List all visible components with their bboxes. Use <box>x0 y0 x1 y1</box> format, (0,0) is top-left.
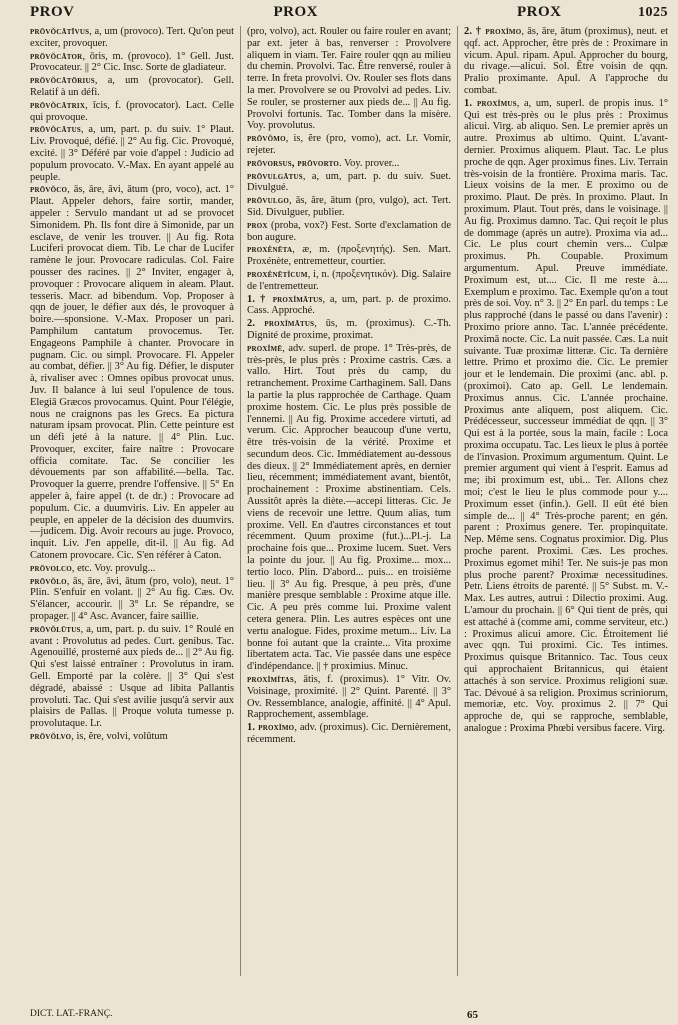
dictionary-entry <box>30 624 234 730</box>
dictionary-entry <box>247 269 451 293</box>
dictionary-entry <box>247 195 451 219</box>
dictionary-entry <box>247 220 451 244</box>
dictionary-entry <box>30 563 234 575</box>
entry-headword: proxĭmē <box>247 342 283 354</box>
column-3 <box>457 26 668 976</box>
entry-text: , a, um, part. p. de proximo. Cass. Approché. <box>247 293 451 317</box>
entry-headword: 1. proxĭmus <box>464 97 517 109</box>
entry-text: , adv. (proximus). Cic. Dernièrement, récemment. <box>247 722 451 746</box>
entry-headword: 2. proxĭmātus <box>247 318 315 330</box>
entry-headword: prōvulgo <box>247 195 290 207</box>
signature-number: 65 <box>467 1009 478 1021</box>
dictionary-entry <box>30 576 234 623</box>
entry-text: (pro, volvo), act. Rouler ou faire rouler en avant; par ext. jeter à bas, renverser : Provolvere aliquem in viam. Ter. Faire rouler qqn au milieu du chemin. Provolvi. Tac. Être renversé, rouler à terre. In freta provolvi. Ov. Rouler ses flots dans la mer. Provolvere se ou Provolvi ad pedes. Liv. Se rouler, se prosterner aux pieds de... || Au fig. Provolvi fortunis. Tac. Tomber dans la misère. Voy. provolutus. <box>247 26 451 132</box>
entry-text: , īcis, f. (provocator). Lact. Celle qui provoque. <box>30 99 234 123</box>
dictionary-entry <box>247 674 451 721</box>
dictionary-entry <box>247 722 451 746</box>
entry-text: , adv. superl. de prope. 1° Très-près, de très-près, le plus près : Proxime castris. Cæs. a vallo. Hirt. Tout près du camp, du retranchement. Proxime Carthaginem. Sall. Dans la partie la plus rapprochée de Carthage. Quam proxime hostem. Cic. Le plus près possible de l'ennemi. || Au fig. Proxime accedere virtuti, ad verum. Cic. Approcher beaucoup d'une vertu, être très-voisin de la vérité. Proxime et secundum deos. Cic. Immédiatement au-dessous des dieux. || 2° Immédiatement après, en dernier lieu, récemment; immédiatement avant, bientôt, prochainement : Proxime abstinentiam. Cels. Aussitôt après la diète.—accepi litteras. Cic. Je viens de recevoir une lettre. Quum alias, tum proxime. Vell. En d'autres circonstances et tout récemment. Quum proxime (fut.)...Pl.-j. La prochaine fois que... Proxime lucem. Suet. Vers la pointe du jour. || Au fig. Proxime... mox... tertio loco. Plin. D'abord... puis... en troisième lieu. || 3° Au fig. Presque, à peu près, d'une manière presque semblable : Proxime atque ille. Cic. A peu près comme lui. Proxime valent cetera genera. Plin. Les autres espèces ont une vertu analogue. Fides, proxime metum... Liv. La bonne foi autant que la crainte... Vita proxime libertatem acta. Tac. Vie passée dans une espèce d'indépendance. || † proximius. Minuc. <box>247 342 451 673</box>
header-center: PROX <box>273 4 318 20</box>
entry-text: , ās, āre, ātum (proximus), neut. et qqf. act. Approcher, être près de : Proximare in vicum. Apul. ripam. Apul. Approcher du bourg, du rivage.—alicui. Sol. Être voisin de qqn. Pralio proximante. Apul. A l'approche du combat. <box>464 26 668 96</box>
entry-headword: 2. † proxĭmo <box>464 26 522 37</box>
dictionary-entry <box>30 75 234 99</box>
entry-text: , æ, m. (προξενητής). Sen. Mart. Proxénète, entremetteur, courtier. <box>247 244 451 268</box>
entry-text: (proba, vox?) Fest. Sorte d'exclamation de bon augure. <box>247 219 451 243</box>
entry-text: . Voy. prover... <box>338 157 400 169</box>
dictionary-entry <box>30 124 234 183</box>
dictionary-entry <box>30 100 234 124</box>
entry-headword: proxĕnēta <box>247 244 293 256</box>
entry-headword: prōvŏcātīvus <box>30 26 90 37</box>
header-left: PROV <box>30 4 75 20</box>
dictionary-entry <box>30 184 234 562</box>
entry-headword: prōvŏmo <box>247 133 286 145</box>
entry-headword: proxĭmĭtas <box>247 674 294 686</box>
entry-headword: prōvŏcātōrius <box>30 75 95 87</box>
column-1 <box>30 26 234 976</box>
page-number: 1025 <box>638 5 668 20</box>
entry-text: , ās, āre, ātum (pro, vulgo), act. Tert. Sid. Divulguer, publier. <box>247 195 451 218</box>
entry-text: , ātis, f. (proximus). 1° Vitr. Ov. Voisinage, proximité. || 2° Quint. Parenté. || 3° Ov. Ressemblance, analogie, affinité. || 4° Apul. Rapprochement, assemblage. <box>247 674 451 721</box>
entry-text: , ōris, m. (provoco). 1° Gell. Just. Provocateur. || 2° Cic. Insc. Sorte de gladiateur. <box>30 50 234 74</box>
entry-text: , a, um, part. p. du suiv. 1° Roulé en avant : Provolutus ad pedes. Curt. genibus. Tac. Agenouillé, prosterné aux pieds de... || 2° Au fig. Qui s'est laissé entraîner : Provolutus in iram. Gell. Emporté par la colère. || 3° Qui s'est dégradé, abaissé : Usque ad libita Pallantis provoluti. Tac. Qui s'est avilie jusqu'à servir aux plaisirs de Pallas. || Proque voluta tumesse p. provolutaque. Lr. <box>30 623 234 730</box>
entry-text: , is, ĕre, volvi, volūtum <box>71 731 168 743</box>
entry-text: , a, um (provocator). Gell. Relatif à un défi. <box>30 75 234 98</box>
dictionary-entry <box>247 244 451 268</box>
dictionary-entry <box>30 731 234 743</box>
entry-headword: proxĕnētĭcum <box>247 268 308 280</box>
header-right: PROX <box>517 4 562 20</box>
dictionary-entry <box>247 158 451 170</box>
entry-headword: prōvŏlvo <box>30 731 72 743</box>
dictionary-entry <box>247 133 451 157</box>
dictionary-entry <box>464 26 668 97</box>
entry-headword: prōvolco <box>30 562 72 574</box>
entry-headword: 1. proxĭmo <box>247 722 295 734</box>
entry-text: , ās, āre, āvi, ātum (pro, voco), act. 1° Plaut. Appeler dehors, faire sortir, mander, appeler : Servulo mandant ut ad se provocet Simonidem. Ph. Ils font dire à Simonide, par un esclave, de venir les trouver. || Au fig. Rota Luciferi provocat diem. Tib. Le char de Lucifer ramène le jour. Provocare radiculas. Col. Faire pousser des racines. || 2° Inviter, engager à, provoquer : Provocare aliquem in aleam. Plaut. tesseris. Macr. ad bibendum. Vop. Proposer à qqn de jouer, le défier aux dés, le provoquer à boire.—sponsione. V.-Max. Proposer un pari. Pamphilum cantatum provocemus. Ter. Engageons Pamphile à chanter. Provocare in pugnam. Cic. ou simpl. Provocare. Fl. Appeler au combat, défier. || 3° Au fig. Défier, le disputer à, rivaliser avec : Omnes opibus provocat unus. Juv. Il balance à lui seul l'opulence de tous. Elegiā Græcos provocamus. Quint. Pour l'élégie, nous ne craignons pas les Grecs. Ea pictura naturam ipsam provocat. Plin. Cette peinture est un défi jeté à la nature. || 4° Plin. Luc. Provoquer, exciter, faire naître : Provocare officia comitate. Tac. Se concilier les dévouements par son affabilité.—bella. Tac. Provoquer la guerre, prendre l'offensive. || 5° En appeler à, faire appel (t. de dr.) : Provocare ad populum. Cic. a duumviris. Liv. En appeler au peuple, en appeler de la décision des duumvirs.—judicem. Dig. Avoir recours au juge. Provoco, inquit. Liv. J'en appelle, dit-il. || Au fig. Ad Catonem provocare. Cic. S'en référer à Caton. <box>30 184 234 562</box>
entry-text: , ās, āre, āvi, ātum (pro, volo), neut. 1° Plin. S'enfuir en volant. || 2° Au fig. Cæs. Ov. S'élancer, accourir. || 3° Lr. Se répandre, se propager. || 4° Asc. Avancer, faire saillie. <box>30 575 234 623</box>
header-right-group <box>517 4 668 21</box>
entry-headword: prōvorsus, prōvorto <box>247 157 339 169</box>
text-columns <box>30 26 668 976</box>
dictionary-entry <box>30 26 234 50</box>
entry-text: , i, n. (προξενητικόν). Dig. Salaire de l'entremetteur. <box>247 268 451 292</box>
entry-text: , etc. Voy. provulg... <box>71 562 156 574</box>
entry-text: , a, um, part. p. du suiv. 1° Plaut. Liv. Provoqué, défié. || 2° Au fig. Cic. Provoqué, excité. || 3° Déféré par voie d'appel : Judicio ad populum provocato. V.-Max. En ayant appelé au peuple. <box>30 124 234 183</box>
column-2 <box>240 26 451 976</box>
entry-text: , a, um, superl. de propis inus. 1° Qui est très-près ou le plus près : Proximus alicui. Virg. ab aliquo. Sen. Le premier après un autre. Proximus ab ultimo. Quint. L'avant-dernier. Proximus aliquem. Plaut. Tac. Le plus proche de qqn. Ager proximus fines. Liv. Terrain très-voisin de la frontière. Proxima maris. Tac. Lieux voisins de la mer. E proximo ou de proximo. Plaut. De près. In proximo. Plaut. In proximum. Plaut. Tout près, dans le voisinage. || Au fig. Proximus damno. Tac. Qui reçoit le plus de dommage (après un autre). Proxima via ad... Cic. Le plus court chemin vers... Culpæ proximus. Ph. Coupable. Proximum argumentum. Apul. Preuve immédiate. Proximum est, ut.... Cic. Il me reste à.... Exemplum e proximo. Tac. Exemple qu'on a tout près de soi. Voy. n° 3. || 2° En parl. du temps : Le plus rapproché (dans le passé ou dans l'avenir) : Proximo priore anno. Tac. L'année précédente. Proximā nocte. Cic. La nuit passée. Cæs. La nuit suivante. Tuæ proximæ litteræ. Cic. Ta dernière lettre. Primo et proximo die. Cic. Le premier jour et le lendemain. Die proximi (anc. abl. p. (proximoi). Cato ap. Gell. Le lendemain. Proximus annus. Cic. L'année prochaine. Proximus ante aliquem, post aliquem. Cic. Prédécesseur, successeur immédiat de qqn. || 3° Qui est à la portée, sous la main, facile : Loca proxima occupatu. Tac. Les lieux le plus à portée de l'invasion. Proximum argumentum. Quint. Le premier argument qui vient à l'esprit. Eamus ad me; ibi proximum est, ubi... Ter. Allons chez moi; c'est le lieu le plus commode pour y.... Proximum esset (infin.). Gell. Il eût été bien simple de... || 4° Très-proche parent; en gén. parent : Proximus genere. Ter. propinquitate. Nep. Même sens. Cognatus proximior. Dig. Plus proche parent. Proximi. Cæs. Les proches. Proximus egomet mihi! Ter. Ne suis-je pas mon plus proche parent? Proximæ necessitudines. Petr. Liens étroits de parenté. || 5° Subst. m. V.-Max. Les autres, autrui : Dilectio proximi. Aug. L'amour du prochain. || 6° Qui tient de près, qui est attaché à (comme ami, comme serviteur, etc.) : Proximus alicui amore. Cic. Étroitement lié avec qqn. Tui proximi. Cic. Tes intimes. Proximus quisque Britannico. Tac. Tous ceux qui approchaient Britannicus, qui étaient attachés à son service. Proximus religioni suæ. Tac. Dévoué à sa religion. Proximus scriniorum, memoriæ, etc. Voy. proximus 2. || 7° Qui approche de, qui se rapproche, semblable, analogue : Proxima Phœbi versibus facere. Virg. <box>464 97 668 735</box>
dictionary-entry <box>247 171 451 195</box>
dictionary-entry <box>247 26 451 132</box>
page-footer <box>30 1009 668 1021</box>
entry-headword: prōvŏcātus <box>30 124 82 136</box>
entry-headword: prōvŏcātrix <box>30 99 86 111</box>
entry-text: , a, um (provoco). Tert. Qu'on peut exciter, provoquer. <box>30 26 234 49</box>
entry-text: , a, um, part. p. du suiv. Suet. Divulgué. <box>247 170 451 194</box>
dictionary-entry <box>247 343 451 673</box>
entry-headword: prōvŏlūtus <box>30 623 81 635</box>
entry-headword: prōvŏcātor <box>30 50 83 62</box>
entry-headword: 1. † proxĭmātus <box>247 293 323 305</box>
dictionary-entry <box>30 51 234 75</box>
entry-headword: prōvŏlo <box>30 575 67 587</box>
entry-headword: prox <box>247 219 268 231</box>
entry-headword: prōvulgātus <box>247 170 303 182</box>
dictionary-entry <box>247 294 451 318</box>
dictionary-entry <box>464 98 668 735</box>
entry-headword: prōvŏco <box>30 184 68 196</box>
entry-text: , ūs, m. (proximus). C.-Th. Dignité de proxime, proximat. <box>247 318 451 341</box>
dictionary-entry <box>247 318 451 342</box>
footer-imprint: DICT. LAT.-FRANÇ. <box>30 1009 113 1019</box>
entry-text: , is, ĕre (pro, vomo), act. Lr. Vomir, rejeter. <box>247 133 451 156</box>
running-header <box>30 4 668 26</box>
